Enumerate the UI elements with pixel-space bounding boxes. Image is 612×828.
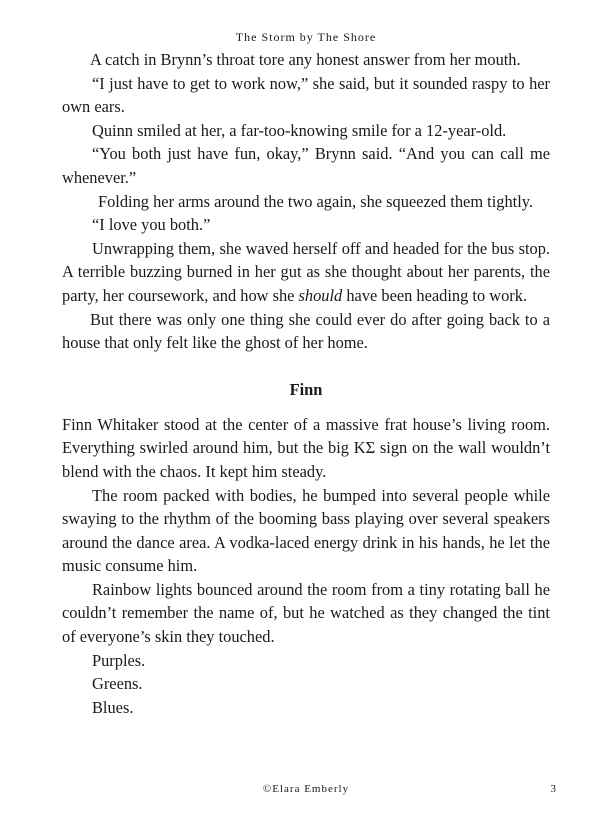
paragraph: Greens. xyxy=(92,674,143,694)
paragraph-text: have been heading to work. xyxy=(342,285,528,305)
section-heading: Finn xyxy=(289,379,323,399)
paragraph: Purples. xyxy=(92,650,146,670)
emphasized-word: should xyxy=(298,285,343,305)
paragraph: The room packed with bodies, he bumped into several people while swaying to the rhythm of the booming bass playing over several speakers around the dance area. A vodka-laced energy drink in his hands, he let the music consume him. xyxy=(62,485,550,576)
paragraph: Folding her arms around the two again, she squeezed them tightly. xyxy=(98,191,534,211)
copyright-notice: ©Elara Emberly xyxy=(262,783,350,795)
paragraph: “I love you both.” xyxy=(92,215,211,235)
paragraph-unwrapping xyxy=(62,237,550,308)
page-number: 3 xyxy=(550,783,557,795)
paragraph: “You both just have fun, okay,” Brynn said. “And you can call me whenever.” xyxy=(62,144,550,187)
paragraph: A catch in Brynn’s throat tore any honest answer from her mouth. xyxy=(90,50,521,69)
paragraph: Quinn smiled at her, a far-too-knowing smile for a 12-year-old. xyxy=(92,120,507,140)
paragraph: “I just have to get to work now,” she said, but it sounded raspy to her own ears. xyxy=(62,73,550,117)
paragraph: Rainbow lights bounced around the room from a tiny rotating ball he couldn’t remember the name of, but he watched as they changed the tint of everyone’s skin they touched. xyxy=(62,579,550,647)
paragraph: But there was only one thing she could ever do after going back to a house that only felt like the ghost of her home. xyxy=(62,309,550,353)
paragraph-text: Unwrapping them, she waved herself off and headed for the bus stop. A terrible buzzing burned in her gut as she thought about her parents, the party, her coursework, and how she xyxy=(62,238,550,305)
body-text xyxy=(62,48,550,719)
running-header: The Storm by The Shore xyxy=(235,30,377,44)
paragraph: Blues. xyxy=(92,697,134,717)
paragraph: Finn Whitaker stood at the center of a massive frat house’s living room. Everything swirled around him, but the big ΚΣ sign on the wall wouldn’t blend with the chaos. It kept him steady. xyxy=(62,414,550,481)
